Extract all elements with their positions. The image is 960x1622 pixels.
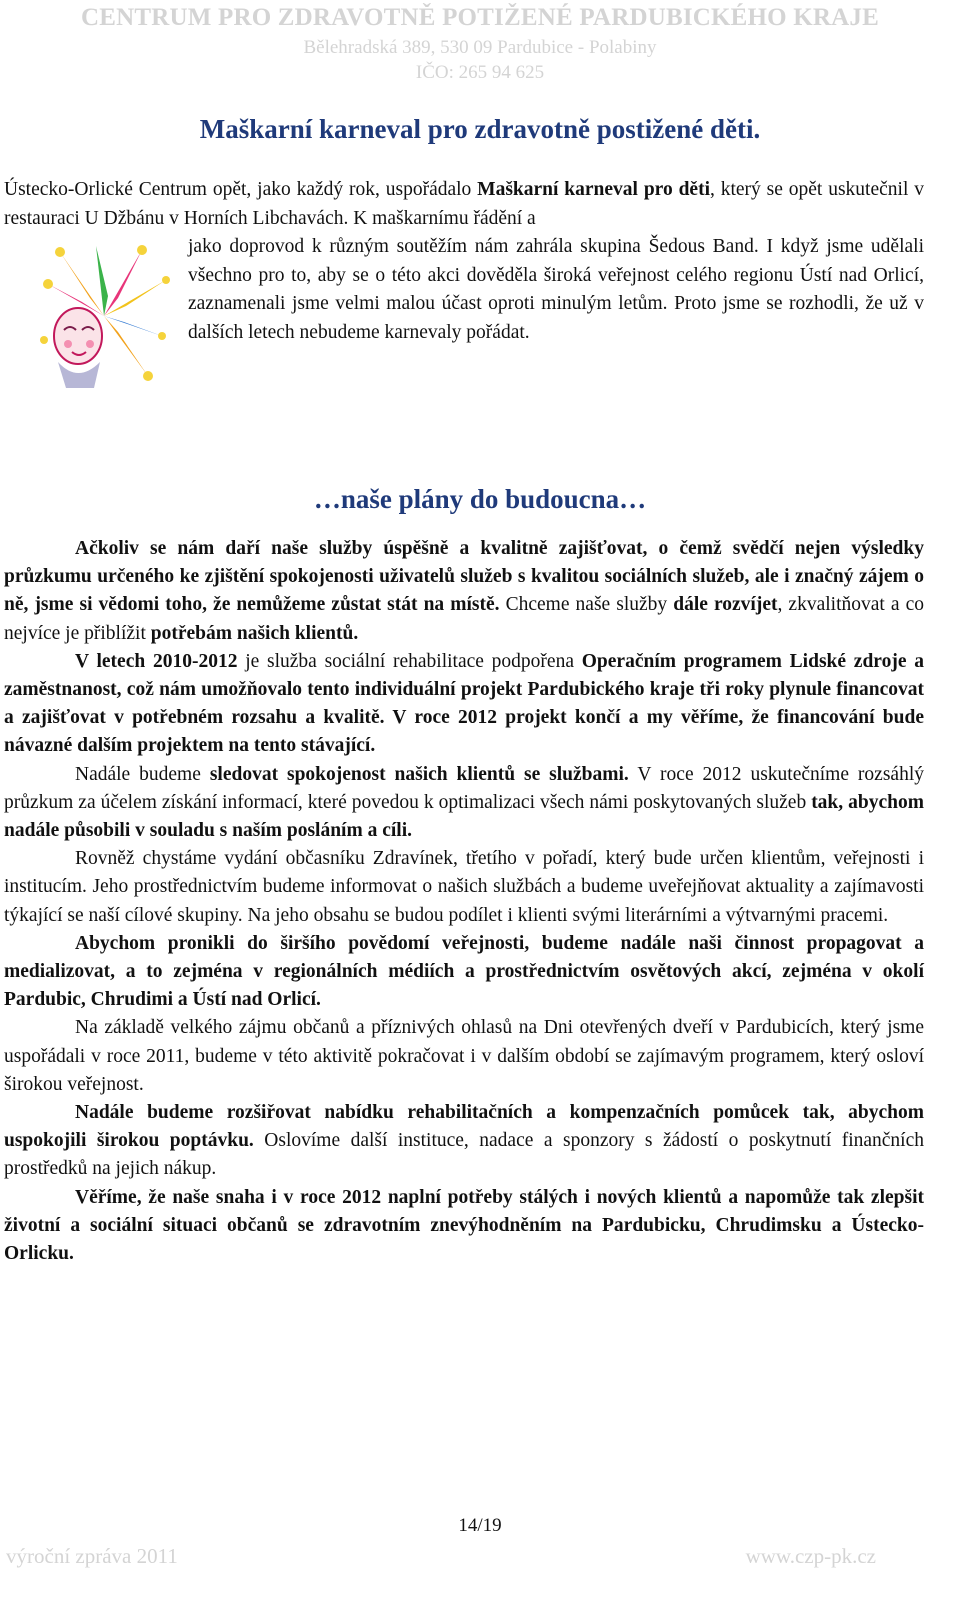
plans-paragraph (4, 1014, 924, 1099)
text-run: Chceme naše služby (499, 594, 674, 616)
bold-text-run: Operačním programem Lidské zdroje a zaměstnanost, což nám umožňovalo tento individuální projekt Pardubického kraje tři roky plynule financovat a zajišťovat v potřebném rozsahu a kvalitě. V roce 2012 projekt končí a my věříme, že financování bude návazné dalším projektem na tento stávající. (4, 650, 924, 757)
bold-text-run: Maškarní karneval pro děti (477, 179, 710, 200)
carnival-side-paragraph: jako doprovod k různým soutěžím nám zahrála skupina Šedous Band. I když jsme udělali všechno pro to, aby se o této akci dověděla široká veřejnost celého regionu Ústí nad Orlicí, zaznamenali jsme velmi malou účast oproti minulým letům. Proto jsme se rozhodli, že už v dalších letech nebudeme karnevaly pořádat. (188, 236, 924, 344)
section-heading-carnival: Maškarní karneval pro zdravotně postižené děti. (199, 114, 761, 144)
page-number: 14/19 (458, 1515, 502, 1536)
text-run: V roce 2012 uskutečníme rozsáhlý průzkum za účelem získání informací, které povedou k optimalizaci všech námi poskytovaných služeb (4, 763, 924, 813)
bold-text-run: Nadále budeme rozšiřovat nabídku rehabilitačních a kompenzačních pomůcek tak, abychom uspokojili širokou poptávku. (4, 1102, 924, 1152)
text-run: Oslovíme další instituce, nadace a sponzory s žádostí o poskytnutí finančních prostředků na jejich nákup. (4, 1130, 925, 1180)
bold-text-run: potřebám našich klientů. (150, 622, 359, 644)
bold-text-run: V letech 2010-2012 (75, 650, 238, 672)
plans-paragraph (4, 535, 924, 648)
jester-mask-icon (38, 244, 170, 394)
header-title: CENTRUM PRO ZDRAVOTNĚ POTIŽENÉ PARDUBICKÉHO KRAJE (80, 4, 880, 31)
section-heading-plans: …naše plány do budoucna… (313, 484, 647, 514)
carnival-intro-paragraph (4, 176, 924, 233)
plans-body (4, 535, 924, 1268)
plans-paragraph (4, 930, 924, 1015)
plans-paragraph (4, 845, 924, 930)
bold-text-run: Věříme, že naše snaha i v roce 2012 naplní potřeby stálých i nových klientů a napomůže tak zlepšit životní a sociální situaci občanů se zdravotním znevýhodněním na Pardubicku, Chrudimsku a Ústecko-Orlicku. (4, 1186, 924, 1265)
footer-website: www.czp-pk.cz (745, 1544, 876, 1568)
plans-paragraph (4, 648, 924, 761)
text-run: Na základě velkého zájmu občanů a příznivých ohlasů na Dni otevřených dveří v Pardubicích, který jsme uspořádali v roce 2011, budeme v této aktivitě pokračovat i v dalším období se zajímavým programem, který osloví širokou veřejnost. (4, 1017, 924, 1095)
plans-paragraph (4, 1184, 924, 1269)
bold-text-run: tak, abychom nadále působili v souladu s naším posláním a cíli. (4, 791, 924, 842)
text-run: Ústecko-Orlické Centrum opět, jako každý rok, uspořádalo (4, 179, 478, 200)
header-ico: IČO: 265 94 625 (415, 62, 545, 83)
bold-text-run: Abychom pronikli do širšího povědomí veřejnosti, budeme nadále naši činnost propagovat a medializovat, a to zejména v regionálních médiích a prostřednictvím osvětových akcí, zejména v okolí Pardubic, Chrudimi a Ústí nad Orlicí. (4, 932, 924, 1011)
text-run: je služba sociální rehabilitace podpořena (237, 650, 582, 672)
footer-report-title: výroční zpráva 2011 (6, 1544, 178, 1568)
text-run: , který se opět uskutečnil v restauraci U Džbánu v Horních Libchavách. K maškarnímu řádění a (4, 179, 924, 229)
text-run: Nadále budeme (75, 763, 210, 785)
plans-paragraph (4, 761, 924, 846)
text-run: Rovněž chystáme vydání občasníku Zdravínek, třetího v pořadí, který bude určen klientům, veřejnosti i institucím. Jeho prostřednictvím budeme informovat o našich službách a budeme uveřejňovat aktuality a zajímavosti týkající se naší cílové skupiny. Na jeho obsahu se budou podílet i klienti svými literárními a výtvarnými pracemi. (4, 848, 924, 926)
bold-text-run: sledovat spokojenost našich klientů se službami. (209, 763, 629, 785)
text-run: , zkvalitňovat a co nejvíce je přiblížit (4, 594, 924, 644)
bold-text-run: Ačkoliv se nám daří naše služby úspěšně a kvalitně zajišťovat, o čemž svědčí nejen výsledky průzkumu určeného ke zjištění spokojenosti uživatelů služeb s kvalitou sociálních služeb, ale i značný zájem o ně, jsme si vědomi toho, že nemůžeme zůstat stát na místě. (4, 538, 924, 616)
bold-text-run: dále rozvíjet (673, 594, 778, 616)
header-address: Bělehradská 389, 530 09 Pardubice - Polabiny (303, 37, 657, 58)
plans-paragraph (4, 1099, 924, 1184)
